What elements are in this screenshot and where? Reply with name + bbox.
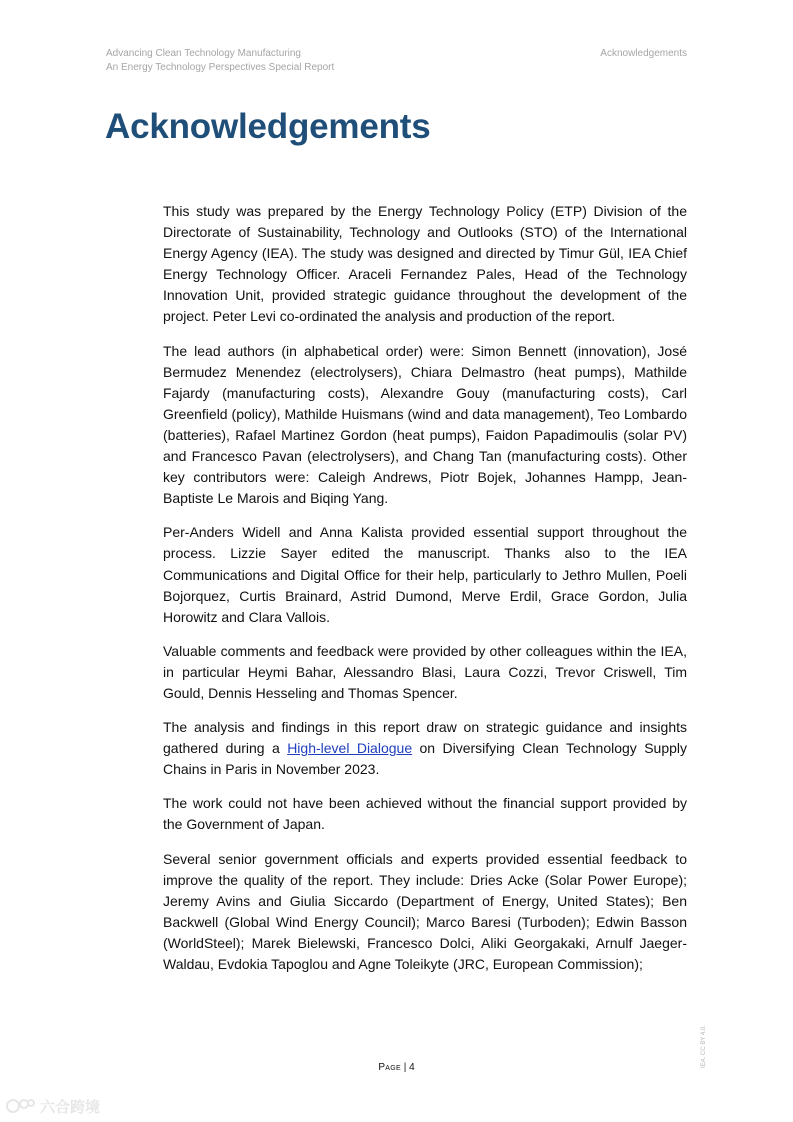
watermark-logo-icon [6,1097,36,1115]
running-header [106,47,334,75]
paragraph-study-overview: This study was prepared by the Energy Technology Policy (ETP) Division of the Directorate of Sustainability, Technology and Outlooks (STO) of the International Energy Agency (IEA). The study was designed and directed by Timur Gül, IEA Chief Energy Technology Officer. Araceli Fernandez Pales, Head of the Technology Innovation Unit, provided strategic guidance throughout the development of the project. Peter Levi co-ordinated the analysis and production of the report. [163,203,687,325]
page-number [0,1061,793,1075]
page-number-value: 4 [409,1062,415,1073]
page-label: Page [378,1062,401,1073]
high-level-dialogue-link[interactable]: High-level Dialogue [287,740,413,757]
paragraph-external-reviewers: Several senior government officials and experts provided essential feedback to improve the quality of the report. They include: Dries Acke (Solar Power Europe); Jeremy Avins and Giulia Siccardo (Department of Energy, United States); Ben Backwell (Global Wind Energy Council); Marco Baresi (Turboden); Edwin Basson (WorldSteel); Marek Bielewski, Francesco Dolci, Aliki Georgakaki, Arnulf Jaeger-Waldau, Evdokia Tapoglou and Agne Toleikyte (JRC, European Commission); [163,850,687,972]
paragraph-colleague-feedback: Valuable comments and feedback were provided by other colleagues within the IEA, in particular Heymi Bahar, Alessandro Blasi, Laura Cozzi, Trevor Criswell, Tim Gould, Dennis Hesseling and Thomas Spencer. [163,642,687,701]
dialogue-text-before: The analysis and findings in this report draw on strategic guidance and insights gathered during a [163,719,687,757]
report-subtitle-header: An Energy Technology Perspectives Special Report [106,62,335,73]
page-separator: | [400,1062,410,1073]
acknowledgements-body [163,201,687,988]
section-header: Acknowledgements [600,48,687,59]
watermark [6,1095,100,1117]
paragraph-lead-authors: The lead authors (in alphabetical order) were: Simon Bennett (innovation), José Bermudez Menendez (electrolysers), Chiara Delmastro (heat pumps), Mathilde Fajardy (manufacturing costs), Alexandre Gouy (manufacturing costs), Carl Greenfield (policy), Mathilde Huismans (wind and data management), Teo Lombardo (batteries), Rafael Martinez Gordon (heat pumps), Faidon Papadimoulis (solar PV) and Francesco Pavan (electrolysers), and Chang Tan (manufacturing costs). Other key contributors were: Caleigh Andrews, Piotr Bojek, Johannes Hampp, Jean-Baptiste Le Marois and Biqing Yang. [163,342,687,507]
paragraph-dialogue [163,717,687,780]
paragraph-funding: The work could not have been achieved without the financial support provided by the Government of Japan. [163,795,687,833]
license-note: IEA. CC BY 4.0. [701,1025,707,1068]
paragraph-support: Per-Anders Widell and Anna Kalista provided essential support throughout the process. Lizzie Sayer edited the manuscript. Thanks also to the IEA Communications and Digital Office for their help, particularly to Jethro Mullen, Poeli Bojorquez, Curtis Brainard, Astrid Dumond, Merve Erdil, Grace Gordon, Julia Horowitz and Clara Vallois. [163,524,687,625]
watermark-text: 六合跨境 [40,1098,101,1116]
dialogue-text-after: on Diversifying Clean Technology Supply Chains in Paris in November 2023. [163,740,688,778]
report-title-header: Advancing Clean Technology Manufacturing [106,48,301,59]
page-title: Acknowledgements [105,107,431,146]
